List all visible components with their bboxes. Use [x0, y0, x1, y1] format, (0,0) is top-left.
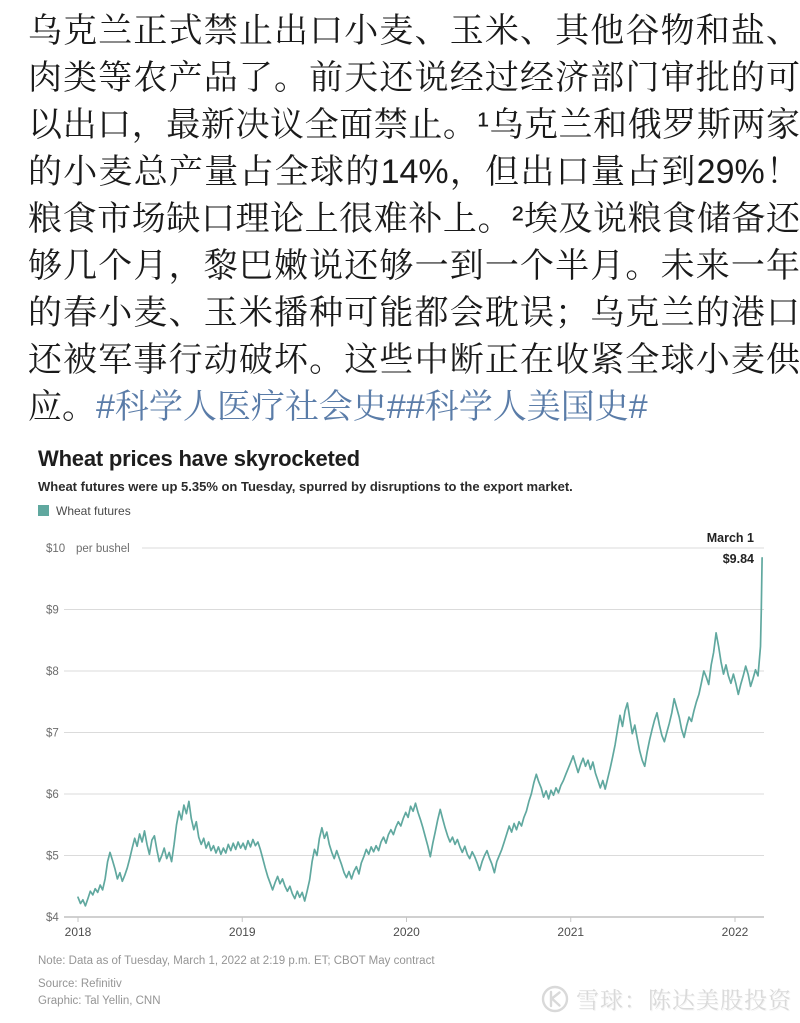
chart-title: Wheat prices have skyrocketed: [38, 446, 360, 471]
xueqiu-snowball-icon: [540, 984, 570, 1014]
chart-subtitle: Wheat futures were up 5.35% on Tuesday, spurred by disruptions to the export market.: [38, 479, 573, 494]
y-axis-label: $4: [46, 912, 59, 924]
post-body: 乌克兰正式禁止出口小麦、玉米、其他谷物和盐、肉类等农产品了。前天还说经过经济部门审批的可以出口，最新决议全面禁止。¹乌克兰和俄罗斯两家的小麦总产量占全球的14%，但出口量占到29%！粮食市场缺口理论上很难补上。²埃及说粮食储备还够几个月，黎巴嫩说还够一到一个半月。未来一年的春小麦、玉米播种可能都会耽误；乌克兰的港口还被军事行动破坏。这些中断正在收紧全球小麦供应。: [28, 12, 800, 426]
xueqiu-watermark: [540, 982, 792, 1015]
chart-legend: [38, 504, 800, 517]
y-axis-label: $5: [46, 850, 59, 863]
y-unit-label: per bushel: [76, 543, 130, 555]
post-hashtags[interactable]: #科学人医疗社会史##科学人美国史#: [96, 388, 648, 426]
annotation-date: March 1: [706, 531, 754, 545]
y-axis-label: $10: [46, 543, 66, 555]
chart-note: Note: Data as of Tuesday, March 1, 2022 at 2:19 p.m. ET; CBOT May contract: [38, 955, 435, 967]
x-axis-label: 2022: [721, 925, 749, 939]
y-axis-label: $7: [46, 727, 59, 740]
x-axis-label: 2019: [228, 925, 256, 939]
x-axis-label: 2021: [557, 925, 585, 939]
post-text: [0, 0, 800, 431]
x-axis-label: 2020: [393, 925, 420, 939]
chart-credit: Graphic: Tal Yellin, CNN: [38, 995, 161, 1007]
wheat-chart-card: [0, 446, 800, 1008]
legend-label: Wheat futures: [56, 503, 131, 518]
annotation-value: $9.84: [722, 552, 754, 566]
wheat-futures-price-line: [78, 558, 762, 906]
legend-swatch-icon: [38, 505, 49, 516]
y-axis-label: $9: [46, 604, 59, 617]
chart-source: Source: Refinitiv: [38, 978, 122, 990]
watermark-text: 雪球：陈达美股投资: [576, 987, 792, 1013]
y-axis-label: $8: [46, 666, 59, 678]
y-axis-label: $6: [46, 789, 59, 801]
wheat-futures-line-chart: [0, 518, 800, 948]
x-axis-label: 2018: [64, 925, 92, 939]
